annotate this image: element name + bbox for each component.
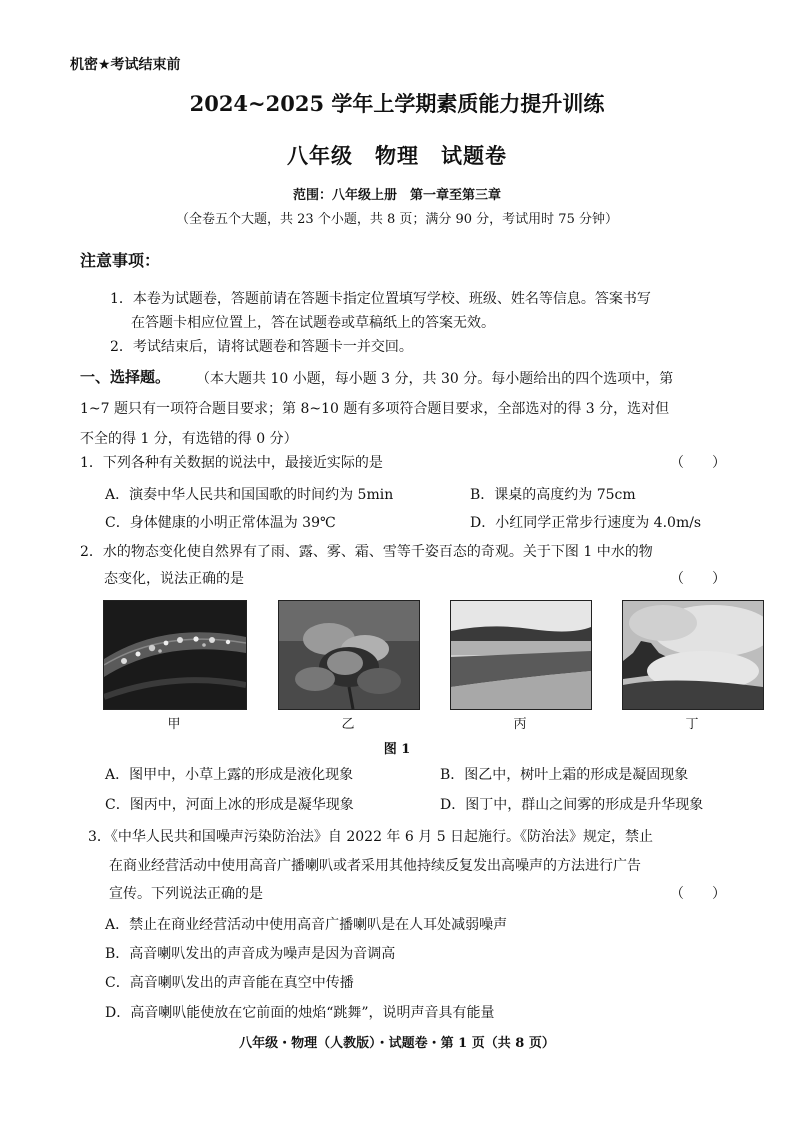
q1-option-c: C．身体健康的小明正常体温为 39℃ [105, 515, 336, 531]
q1-option-b: B．课桌的高度约为 75cm [470, 487, 636, 503]
photo-frost-on-leaves [278, 600, 420, 710]
q3-option-c: C．高音喇叭发出的声音能在真空中传播 [105, 975, 354, 991]
exam-subtitle: 八年级 物理 试题卷 [287, 143, 507, 168]
caption-bing: 丙 [513, 717, 527, 732]
photo-ice-on-river [450, 600, 592, 710]
q1-option-a: A．演奏中华人民共和国国歌的时间约为 5min [105, 487, 394, 503]
q3-stem: 3．《中华人民共和国噪声污染防治法》自 2022 年 6 月 5 日起施行。《防治法》规定，禁止 [88, 829, 654, 845]
q1-answer-paren: （ ） [670, 455, 726, 471]
exam-title: 2024~2025 学年上学期素质能力提升训练 [189, 91, 605, 116]
photo-dew-on-grass [103, 600, 247, 710]
q1-stem: 1．下列各种有关数据的说法中，最接近实际的是 [80, 455, 383, 471]
q2-answer-paren: （ ） [670, 571, 726, 587]
q2-option-a: A．图甲中，小草上露的形成是液化现象 [105, 767, 354, 783]
q3-answer-paren: （ ） [670, 886, 726, 902]
caption-jia: 甲 [167, 717, 181, 732]
q3-option-a: A．禁止在商业经营活动中使用高音广播喇叭是在人耳处减弱噪声 [105, 917, 508, 933]
section-1-desc-2: 1~7 题只有一项符合题目要求；第 8~10 题有多项符合题目要求，全部选对的得 3 分，选对但 [80, 401, 670, 417]
q2-stem-cont: 态变化，说法正确的是 [104, 571, 244, 587]
exam-summary: （全卷五个大题，共 23 个小题，共 8 页；满分 90 分，考试用时 75 分钟） [176, 212, 618, 227]
exam-scope: 范围：八年级上册 第一章至第三章 [292, 188, 501, 203]
q2-stem: 2．水的物态变化使自然界有了雨、露、雾、霜、雪等千姿百态的奇观。关于下图 1 中水的物 [80, 544, 653, 560]
q2-option-b: B．图乙中，树叶上霜的形成是凝固现象 [440, 767, 689, 783]
q1-option-d: D．小红同学正常步行速度为 4.0m/s [470, 515, 702, 531]
figure-1-label: 图 1 [383, 742, 411, 757]
section-1-heading: 一、选择题。 [80, 368, 171, 386]
notice-item-1: 1．本卷为试题卷，答题前请在答题卡指定位置填写学校、班级、姓名等信息。答案书写 [110, 291, 651, 307]
page-footer: 八年级・物理（人教版）・试题卷・第 1 页（共 8 页） [239, 1036, 555, 1051]
notice-item-1-cont: 在答题卡相应位置上，答在试题卷或草稿纸上的答案无效。 [131, 315, 495, 331]
section-1-desc: （本大题共 10 小题，每小题 3 分，共 30 分。每小题给出的四个选项中，第 [196, 371, 674, 387]
caption-ding: 丁 [685, 717, 699, 732]
confidential-label: 机密★考试结束前 [70, 57, 181, 73]
q3-option-d: D．高音喇叭能使放在它前面的烛焰“跳舞”，说明声音具有能量 [105, 1005, 495, 1021]
q3-stem-cont-2: 宣传。下列说法正确的是 [109, 886, 263, 902]
q3-stem-cont: 在商业经营活动中使用高音广播喇叭或者采用其他持续反复发出高噪声的方法进行广告 [109, 858, 641, 874]
caption-yi: 乙 [341, 717, 355, 732]
notice-heading: 注意事项： [80, 251, 161, 270]
q2-option-d: D．图丁中，群山之间雾的形成是升华现象 [440, 797, 704, 813]
notice-item-2: 2．考试结束后，请将试题卷和答题卡一并交回。 [110, 339, 413, 355]
q2-option-c: C．图丙中，河面上冰的形成是凝华现象 [105, 797, 354, 813]
photo-fog-mountains [622, 600, 764, 710]
section-1-desc-3: 不全的得 1 分，有选错的得 0 分） [80, 431, 298, 447]
q3-option-b: B．高音喇叭发出的声音成为噪声是因为音调高 [105, 946, 396, 962]
